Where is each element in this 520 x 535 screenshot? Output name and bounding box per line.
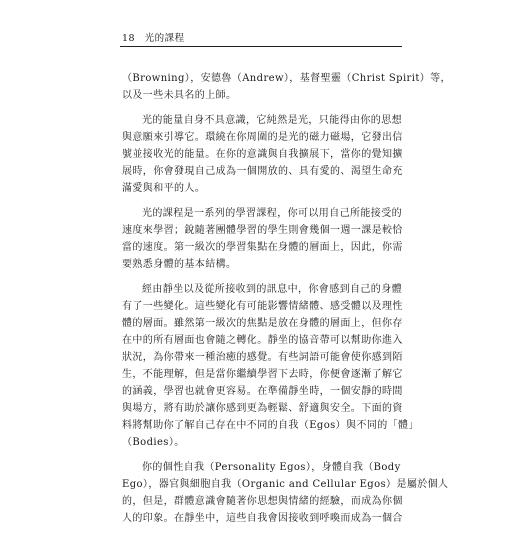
text-line: 要熟悉身體的基本結構。 <box>122 259 237 270</box>
text-line: 你的個性自我（Personality Egos），身體自我（Body <box>142 462 401 473</box>
page-number: 18 <box>122 33 136 44</box>
book-title: 光的課程 <box>144 33 185 44</box>
text-line: 有了一些變化。這些變化有可能影響情緒體、感受體以及理性 <box>122 301 403 312</box>
text-line: 體的層面。雖然第一級次的焦點是放在身體的層面上，但你存 <box>122 318 403 329</box>
text-line: 在中的所有層面也會隨之轉化。靜坐的協音帶可以幫助你進入 <box>122 335 403 346</box>
text-line: 展時，你會發現自己成為一個開放的、具有愛的、渴望生命充 <box>122 166 403 177</box>
paragraph <box>122 281 419 451</box>
body-text <box>122 70 451 535</box>
text-line: 狀況，為你帶來一種治癒的感覺。有些詞語可能會使你感到陌 <box>122 352 403 363</box>
text-line: （Bodies）。 <box>122 437 185 448</box>
paragraph <box>122 70 451 104</box>
text-line: 當的速度。第一級次的學習集點在身體的層面上，因此，你需 <box>122 242 403 253</box>
text-line: Ego），器官與細胞自我（Organic and Cellular Egos）是屬於個人 <box>122 479 449 490</box>
text-line: 與場方，將有助於讓你感到更為輕鬆、舒適與安全。下面的資 <box>122 403 403 414</box>
text-line: 號並接收光的能量。在你的意識與自我擴展下，當你的覺知擴 <box>122 149 403 160</box>
text-line: 光的能量自身不具意識，它純然是光，只能得由你的思想 <box>142 115 402 126</box>
text-line: 經由靜坐以及從所接收到的訊息中，你會感到自己的身體 <box>142 284 402 295</box>
header-rule <box>120 46 402 47</box>
text-line: 與意願來引導它。環繞在你周圍的是光的磁力磁場，它發出信 <box>122 132 403 143</box>
text-line: 生，不能理解，但是當你繼續學習下去時，你便會逐漸了解它 <box>122 369 403 380</box>
text-line: （Browning），安德魯（Andrew），基督聖靈（Christ Spirit）等， <box>122 73 451 84</box>
text-line: 滿愛與和平的人。 <box>122 183 206 194</box>
paragraph <box>122 112 408 197</box>
text-line: 的涵義，學習也就會更容易。在準備靜坐時，一個安靜的時間 <box>122 386 403 397</box>
text-line: 速度來學習；銳隨著團體學習的學生則會幾個一週一課是較恰 <box>122 225 403 236</box>
text-line: 人的印象。在靜坐中，這些自我會因接收到呼喚而成為一個合 <box>122 513 403 524</box>
text-line: 的，但是，群體意識會隨著你思想與情緒的經驗，而成為你個 <box>122 496 403 507</box>
paragraph <box>122 459 449 527</box>
paragraph <box>122 205 408 273</box>
text-line: 以及一些未具名的上師。 <box>122 90 237 101</box>
running-header <box>122 30 185 44</box>
text-line: 料將幫助你了解自己存在中不同的自我（Egos）與不同的「體」 <box>122 420 419 431</box>
text-line: 光的課程是一系列的學習課程，你可以用自己所能接受的 <box>142 208 402 219</box>
